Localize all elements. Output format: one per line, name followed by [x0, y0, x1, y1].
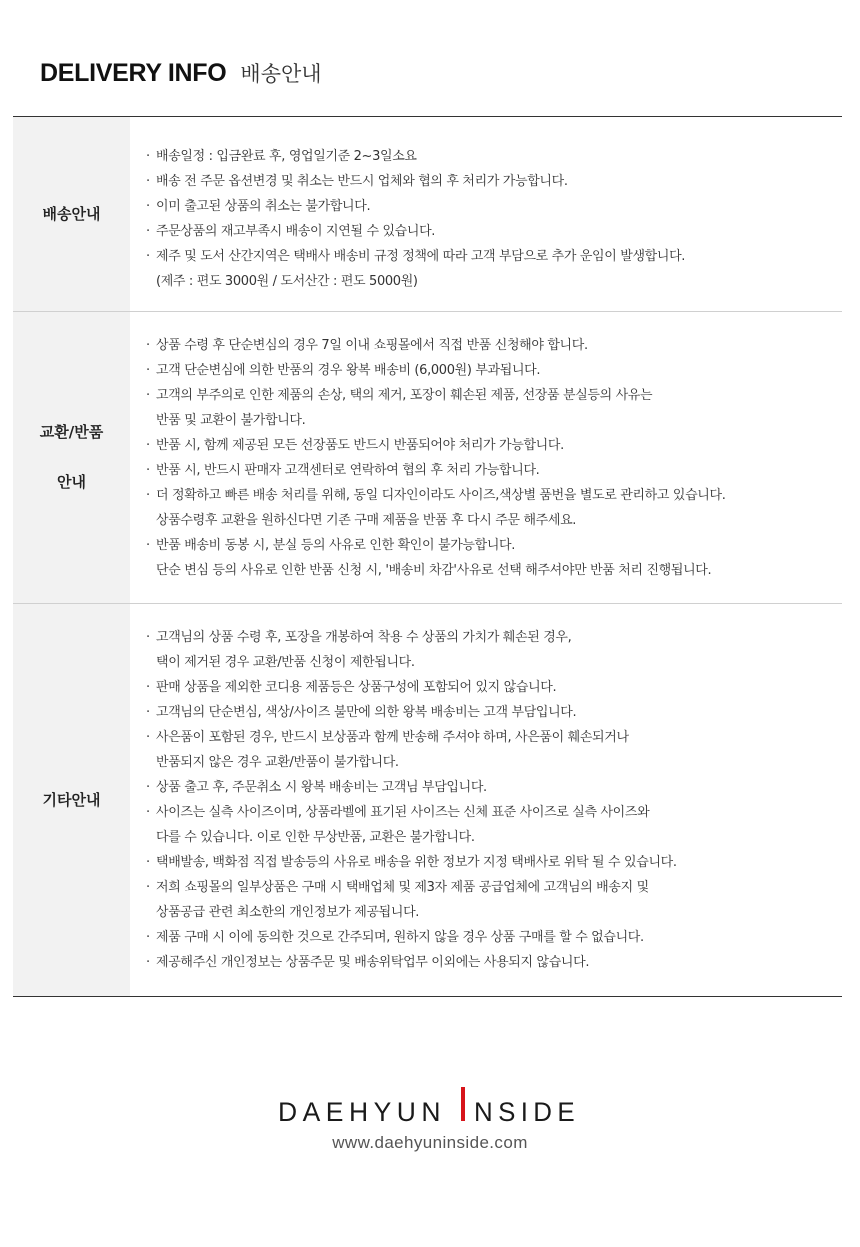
list-item-text: [156, 194, 370, 219]
section-other: [13, 603, 842, 996]
brand-logo-text-left: DAEHYUN: [278, 1097, 446, 1127]
list-item-line: 제품 구매 시 이에 동의한 것으로 간주되며, 원하지 않을 경우 상품 구매를 할 수 없습니다.: [156, 930, 644, 945]
section-label: [13, 604, 130, 996]
list-item: [146, 219, 842, 244]
list-item-text: [156, 725, 629, 775]
list-item: [146, 194, 842, 219]
list-item-text: [156, 333, 588, 358]
page-title: DELIVERY INFO: [40, 59, 227, 87]
bullet-icon: ·: [146, 855, 150, 870]
list-item-line: (제주 : 편도 3000원 / 도서산간 : 편도 5000원): [156, 274, 418, 289]
page-header: [40, 58, 322, 94]
list-item: [146, 675, 842, 700]
brand-url: www.daehyuninside.com: [332, 1133, 528, 1152]
section-exchange-return: [13, 311, 842, 603]
bullet-icon: ·: [146, 730, 150, 745]
list-item-text: [156, 169, 568, 194]
section-label-line: 교환/반품: [39, 423, 104, 441]
list-item: [146, 925, 842, 950]
list-item-line: 판매 상품을 제외한 코디용 제품등은 상품구성에 포함되어 있지 않습니다.: [156, 680, 557, 695]
list-item: [146, 700, 842, 725]
bullet-icon: ·: [146, 538, 150, 553]
bullet-icon: ·: [146, 488, 150, 503]
list-item: [146, 169, 842, 194]
list-item-text: [156, 383, 652, 433]
list-item-line: 배송 전 주문 옵션변경 및 취소는 반드시 업체와 협의 후 처리가 가능합니다.: [156, 174, 568, 189]
bullet-icon: ·: [146, 388, 150, 403]
section-content: [130, 604, 842, 996]
list-item: [146, 625, 842, 675]
bullet-icon: ·: [146, 930, 150, 945]
list-item-line: 단순 변심 등의 사유로 인한 반품 신청 시, '배송비 차감'사유로 선택 해주셔야만 반품 처리 진행됩니다.: [156, 563, 712, 578]
section-item-list: [146, 625, 842, 975]
list-item-line: 택이 제거된 경우 교환/반품 신청이 제한됩니다.: [156, 655, 415, 670]
bullet-icon: ·: [146, 955, 150, 970]
list-item-text: [156, 625, 571, 675]
section-delivery: [13, 117, 842, 311]
bullet-icon: ·: [146, 705, 150, 720]
list-item-line: 이미 출고된 상품의 취소는 불가합니다.: [156, 199, 371, 214]
list-item: [146, 775, 842, 800]
list-item-text: [156, 244, 685, 294]
list-item: [146, 358, 842, 383]
brand-logo: [278, 1083, 582, 1131]
list-item-text: [156, 358, 540, 383]
brand-logo-text-right: NSIDE: [474, 1097, 580, 1127]
section-content: [130, 117, 842, 311]
list-item-text: [156, 675, 556, 700]
list-item-line: 택배발송, 백화점 직접 발송등의 사유로 배송을 위한 정보가 지정 택배사로 위탁 될 수 있습니다.: [156, 855, 677, 870]
list-item-line: 상품공급 관련 최소한의 개인정보가 제공됩니다.: [156, 905, 420, 920]
list-item-text: [156, 850, 677, 875]
list-item-text: [156, 533, 711, 583]
page-subtitle: 배송안내: [240, 62, 322, 86]
bullet-icon: ·: [146, 630, 150, 645]
list-item: [146, 483, 842, 533]
bullet-icon: ·: [146, 463, 150, 478]
bullet-icon: ·: [146, 805, 150, 820]
list-item-line: 반품 및 교환이 불가합니다.: [156, 413, 306, 428]
list-item-line: 사이즈는 실측 사이즈이며, 상품라벨에 표기된 사이즈는 신체 표준 사이즈로 실측 사이즈와: [156, 805, 650, 820]
brand-logo-accent-bar: [461, 1087, 465, 1121]
list-item-text: [156, 950, 589, 975]
list-item-line: 상품 수령 후 단순변심의 경우 7일 이내 쇼핑몰에서 직접 반품 신청해야 합니다.: [156, 338, 588, 353]
section-item-list: [146, 333, 842, 583]
list-item-line: 반품 배송비 동봉 시, 분실 등의 사유로 인한 확인이 불가능합니다.: [156, 538, 516, 553]
list-item-line: 제주 및 도서 산간지역은 택배사 배송비 규정 정책에 따라 고객 부담으로 추가 운임이 발생합니다.: [156, 249, 686, 264]
section-content: [130, 312, 842, 603]
list-item-text: [156, 433, 564, 458]
list-item: [146, 950, 842, 975]
list-item-text: [156, 925, 644, 950]
list-item-line: 더 정확하고 빠른 배송 처리를 위해, 동일 디자인이라도 사이즈,색상별 품번을 별도로 관리하고 있습니다.: [156, 488, 726, 503]
list-item: [146, 383, 842, 433]
list-item-text: [156, 483, 725, 533]
list-item-line: 고객 단순변심에 의한 반품의 경우 왕복 배송비 (6,000원) 부과됩니다.: [156, 363, 541, 378]
list-item: [146, 800, 842, 850]
section-label-line: 기타안내: [42, 790, 101, 809]
bullet-icon: ·: [146, 338, 150, 353]
bullet-icon: ·: [146, 249, 150, 264]
bullet-icon: ·: [146, 363, 150, 378]
list-item-text: [156, 458, 539, 483]
list-item: [146, 533, 842, 583]
list-item-line: 반품 시, 반드시 판매자 고객센터로 연락하여 협의 후 처리 가능합니다.: [156, 463, 540, 478]
bullet-icon: ·: [146, 780, 150, 795]
list-item-text: [156, 875, 649, 925]
list-item-line: 다를 수 있습니다. 이로 인한 무상반품, 교환은 불가합니다.: [156, 830, 475, 845]
list-item-line: 주문상품의 재고부족시 배송이 지연될 수 있습니다.: [156, 224, 436, 239]
list-item-line: 배송일정 : 입금완료 후, 영업일기준 2~3일소요: [156, 149, 417, 164]
bullet-icon: ·: [146, 224, 150, 239]
list-item-line: 상품 출고 후, 주문취소 시 왕복 배송비는 고객님 부담입니다.: [156, 780, 487, 795]
list-item: [146, 244, 842, 294]
list-item-line: 저희 쇼핑몰의 일부상품은 구매 시 택배업체 및 제3자 제품 공급업체에 고객님의 배송지 및: [156, 880, 649, 895]
section-label-line: 안내: [57, 473, 86, 491]
list-item-text: [156, 219, 435, 244]
list-item-text: [156, 800, 649, 850]
section-label: [13, 117, 130, 311]
list-item-text: [156, 144, 417, 169]
delivery-info-table: [13, 116, 842, 997]
section-label-line: 배송안내: [42, 204, 101, 223]
section-item-list: [146, 144, 842, 294]
list-item-line: 고객님의 단순변심, 색상/사이즈 불만에 의한 왕복 배송비는 고객 부담입니다.: [156, 705, 577, 720]
bullet-icon: ·: [146, 880, 150, 895]
bullet-icon: ·: [146, 174, 150, 189]
bullet-icon: ·: [146, 680, 150, 695]
list-item-line: 반품 시, 함께 제공된 모든 선장품도 반드시 반품되어야 처리가 가능합니다.: [156, 438, 564, 453]
bullet-icon: ·: [146, 199, 150, 214]
list-item-line: 반품되지 않은 경우 교환/반품이 불가합니다.: [156, 755, 399, 770]
bullet-icon: ·: [146, 149, 150, 164]
list-item: [146, 458, 842, 483]
list-item-line: 제공해주신 개인정보는 상품주문 및 배송위탁업무 이외에는 사용되지 않습니다.: [156, 955, 590, 970]
list-item: [146, 875, 842, 925]
list-item-line: 고객님의 상품 수령 후, 포장을 개봉하여 착용 수 상품의 가치가 훼손된 경우,: [156, 630, 572, 645]
list-item-line: 고객의 부주의로 인한 제품의 손상, 택의 제거, 포장이 훼손된 제품, 선장품 분실등의 사유는: [156, 388, 653, 403]
list-item: [146, 144, 842, 169]
list-item-text: [156, 775, 487, 800]
list-item: [146, 433, 842, 458]
list-item-line: 사은품이 포함된 경우, 반드시 보상품과 함께 반송해 주셔야 하며, 사은품이 훼손되거나: [156, 730, 629, 745]
list-item: [146, 725, 842, 775]
bullet-icon: ·: [146, 438, 150, 453]
list-item: [146, 333, 842, 358]
section-label: [13, 312, 130, 603]
list-item-text: [156, 700, 576, 725]
list-item: [146, 850, 842, 875]
list-item-line: 상품수령후 교환을 원하신다면 기존 구매 제품을 반품 후 다시 주문 해주세요.: [156, 513, 577, 528]
